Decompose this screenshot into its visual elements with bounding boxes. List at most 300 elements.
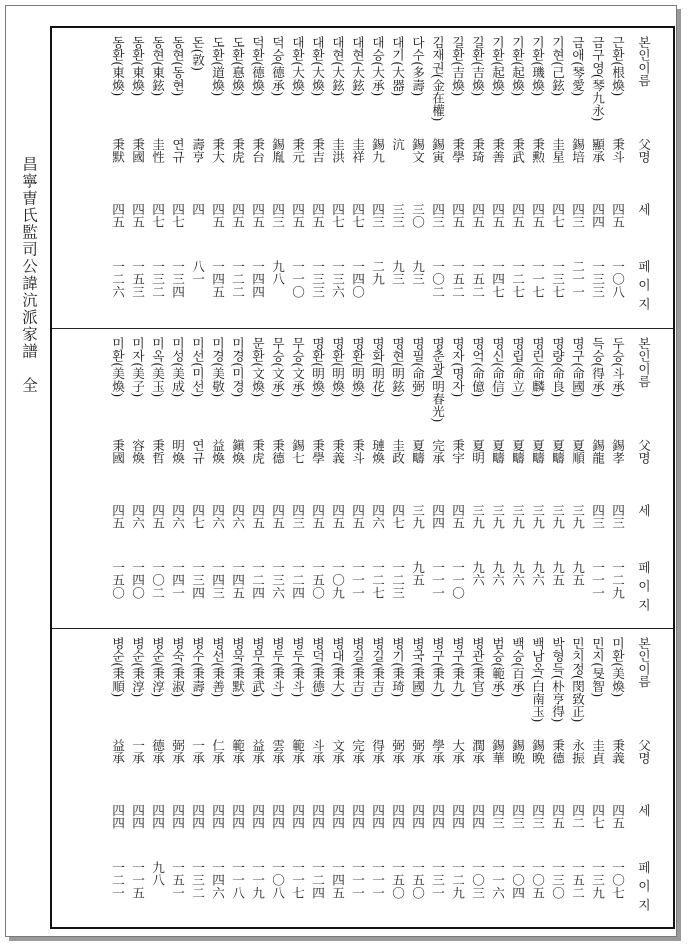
list-item bbox=[207, 629, 227, 928]
father-name: 연규 bbox=[170, 138, 185, 164]
header-page-label: 페이지 bbox=[636, 260, 651, 316]
generation-number: 四五 bbox=[110, 203, 125, 229]
list-item bbox=[467, 629, 487, 928]
generation-number: 四四 bbox=[150, 804, 165, 830]
father-name: 秉義 bbox=[330, 439, 345, 465]
father-name: 潤承 bbox=[470, 739, 485, 765]
generation-number: 四四 bbox=[270, 804, 285, 830]
father-name: 秉元 bbox=[290, 138, 305, 164]
list-item bbox=[407, 629, 427, 928]
generation-number: 四五 bbox=[610, 804, 625, 830]
list-item bbox=[107, 329, 127, 629]
person-name: 기환(起煥) bbox=[510, 36, 525, 97]
page-number: 一〇二 bbox=[430, 260, 445, 298]
list-item bbox=[547, 629, 567, 928]
list-item bbox=[407, 28, 427, 328]
page-number: 一三七 bbox=[550, 260, 565, 298]
generation-number: 四三 bbox=[490, 804, 505, 830]
generation-number: 四五 bbox=[250, 504, 265, 530]
generation-number: 四三 bbox=[570, 203, 585, 229]
list-item bbox=[167, 329, 187, 629]
father-name: 圭政 bbox=[390, 439, 405, 465]
person-name: 명억(命億) bbox=[470, 337, 485, 398]
father-name: 秉默 bbox=[110, 138, 125, 164]
generation-number: 四三 bbox=[610, 504, 625, 530]
page-number: 一一一 bbox=[350, 861, 365, 899]
list-item bbox=[447, 629, 467, 928]
generation-number: 四三 bbox=[530, 804, 545, 830]
header-father-label: 父명 bbox=[636, 138, 651, 164]
page-number: 一一九 bbox=[250, 861, 265, 899]
father-name: 秉義 bbox=[610, 739, 625, 765]
father-name: 錫九 bbox=[370, 138, 385, 164]
page-number: 一〇四 bbox=[510, 861, 525, 899]
generation-number: 四五 bbox=[290, 203, 305, 229]
father-name: 壽亨 bbox=[190, 138, 205, 164]
page-number: 一四一 bbox=[170, 561, 185, 599]
person-name: 범승(範承) bbox=[490, 637, 505, 698]
page-number: 一〇七 bbox=[610, 861, 625, 899]
list-item bbox=[147, 329, 167, 629]
page-number: 一二三 bbox=[390, 561, 405, 599]
list-item bbox=[127, 329, 147, 629]
page-number: 一二四 bbox=[290, 561, 305, 599]
father-name: 顯承 bbox=[590, 138, 605, 164]
list-item bbox=[187, 329, 207, 629]
header-generation-label: 세 bbox=[636, 804, 651, 823]
person-name: 길환(吉煥) bbox=[450, 36, 465, 97]
generation-number: 四四 bbox=[350, 804, 365, 830]
header-column bbox=[633, 28, 653, 328]
list-item bbox=[327, 28, 347, 328]
list-item bbox=[407, 329, 427, 629]
person-name: 민치정(閔致正) bbox=[570, 637, 585, 723]
list-item bbox=[307, 28, 327, 328]
generation-number: 四五 bbox=[330, 504, 345, 530]
father-name: 秉宇 bbox=[450, 439, 465, 465]
generation-number: 四四 bbox=[410, 804, 425, 830]
person-name: 도환(惪煥) bbox=[230, 36, 245, 97]
father-name: 秉斗 bbox=[350, 439, 365, 465]
page-number: 一二四 bbox=[310, 861, 325, 899]
list-item bbox=[127, 629, 147, 928]
page-number: 一四三 bbox=[210, 561, 225, 599]
generation-number: 四四 bbox=[230, 804, 245, 830]
page-number: 一三六 bbox=[330, 260, 345, 298]
page-number: 一五〇 bbox=[390, 861, 405, 899]
person-name: 명환(明煥) bbox=[310, 337, 325, 398]
list-item bbox=[587, 28, 607, 328]
father-name: 錫七 bbox=[290, 439, 305, 465]
generation-number: 四四 bbox=[370, 804, 385, 830]
person-name: 병무(秉武) bbox=[250, 637, 265, 698]
person-name: 병기(秉琦) bbox=[390, 637, 405, 698]
generation-number: 四五 bbox=[510, 203, 525, 229]
list-item bbox=[327, 329, 347, 629]
person-name: 미경(미경) bbox=[230, 337, 245, 398]
generation-number: 四五 bbox=[230, 203, 245, 229]
page-number: 一四六 bbox=[210, 861, 225, 899]
page-number: 一一一 bbox=[430, 561, 445, 599]
generation-number: 四四 bbox=[110, 804, 125, 830]
father-name: 秉善 bbox=[490, 138, 505, 164]
list-item bbox=[527, 329, 547, 629]
person-name: 명신(命信) bbox=[490, 337, 505, 398]
page-number: 一五二 bbox=[570, 861, 585, 899]
list-item bbox=[107, 629, 127, 928]
father-name: 益承 bbox=[110, 739, 125, 765]
father-name: 完承 bbox=[430, 439, 445, 465]
generation-number: 四五 bbox=[210, 203, 225, 229]
page-number: 一一〇 bbox=[290, 260, 305, 298]
generation-number: 四五 bbox=[270, 504, 285, 530]
person-name: 병길(秉吉) bbox=[370, 637, 385, 698]
generation-number: 四六 bbox=[170, 504, 185, 530]
person-name: 대승(大承) bbox=[370, 36, 385, 97]
generation-number: 四四 bbox=[290, 804, 305, 830]
father-name: 錫龍 bbox=[590, 439, 605, 465]
person-name: 동현(동현) bbox=[170, 36, 185, 97]
list-item bbox=[467, 28, 487, 328]
person-name: 김재권(金在權) bbox=[430, 36, 445, 122]
generation-number: 四三 bbox=[290, 504, 305, 530]
person-name: 다수(多壽) bbox=[410, 36, 425, 97]
page-number: 一三一 bbox=[430, 861, 445, 899]
page-number: 一五三 bbox=[130, 260, 145, 298]
person-name: 백승(百承) bbox=[510, 637, 525, 698]
person-name: 기환(起煥) bbox=[490, 36, 505, 97]
header-name-label: 본인이름 bbox=[636, 36, 651, 87]
father-name: 秉學 bbox=[450, 138, 465, 164]
father-name: 沆 bbox=[390, 138, 405, 151]
father-name: 弼承 bbox=[410, 739, 425, 765]
person-name: 두승(斗承) bbox=[610, 337, 625, 398]
father-name: 學承 bbox=[430, 739, 445, 765]
father-name: 容煥 bbox=[130, 439, 145, 465]
generation-number: 四六 bbox=[370, 504, 385, 530]
person-name: 미옥(美玉) bbox=[150, 337, 165, 398]
person-name: 덕환(德煥) bbox=[250, 36, 265, 97]
page-number: 一五二 bbox=[470, 260, 485, 298]
list-item bbox=[507, 28, 527, 328]
page-number: 一一一 bbox=[370, 861, 385, 899]
generation-number: 四 bbox=[190, 203, 205, 216]
generation-number: 四三 bbox=[510, 804, 525, 830]
person-name: 문환(文煥) bbox=[250, 337, 265, 398]
generation-number: 四七 bbox=[150, 203, 165, 229]
page-number: 一〇三 bbox=[470, 861, 485, 899]
header-name-label: 본인이름 bbox=[636, 637, 651, 688]
list-item bbox=[367, 329, 387, 629]
father-name: 錫華 bbox=[490, 739, 505, 765]
father-name: 圭貞 bbox=[590, 739, 605, 765]
person-name: 금구영(琴九永) bbox=[590, 36, 605, 122]
index-section bbox=[52, 328, 673, 629]
list-item bbox=[327, 629, 347, 928]
page-number: 一五〇 bbox=[410, 861, 425, 899]
page-number: 一三四 bbox=[170, 260, 185, 298]
list-item bbox=[567, 629, 587, 928]
person-name: 동환(東煥) bbox=[110, 36, 125, 97]
page-number: 九六 bbox=[490, 561, 505, 587]
page-number: 一三三 bbox=[310, 260, 325, 298]
list-item bbox=[607, 329, 627, 629]
page-number: 一二二 bbox=[230, 260, 245, 298]
father-name: 秉台 bbox=[250, 138, 265, 164]
person-name: 미선(미선) bbox=[190, 337, 205, 398]
page-number: 一一一 bbox=[350, 561, 365, 599]
list-item bbox=[587, 329, 607, 629]
page-number: 九五 bbox=[570, 561, 585, 587]
page-number: 一一七 bbox=[530, 260, 545, 298]
generation-number: 四七 bbox=[350, 203, 365, 229]
father-name: 錫胤 bbox=[270, 138, 285, 164]
list-item bbox=[427, 329, 447, 629]
father-name: 夏順 bbox=[570, 439, 585, 465]
generation-number: 四五 bbox=[450, 504, 465, 530]
header-page-label: 페이지 bbox=[636, 861, 651, 917]
list-item bbox=[147, 629, 167, 928]
person-name: 명린(命麟) bbox=[530, 337, 545, 398]
list-item bbox=[447, 28, 467, 328]
person-name: 돈(敦) bbox=[190, 36, 205, 72]
generation-number: 四三 bbox=[430, 203, 445, 229]
page-number: 一五〇 bbox=[110, 561, 125, 599]
person-name: 동환(東煥) bbox=[130, 36, 145, 97]
list-item bbox=[207, 329, 227, 629]
person-name: 병두(秉斗) bbox=[270, 637, 285, 698]
father-name: 秉德 bbox=[270, 439, 285, 465]
page-number: 一一七 bbox=[290, 861, 305, 899]
generation-number: 四五 bbox=[110, 504, 125, 530]
header-father-label: 父명 bbox=[636, 439, 651, 465]
father-name: 雲承 bbox=[270, 739, 285, 765]
page-number: 九五 bbox=[550, 561, 565, 587]
person-name: 명춘광(明春光) bbox=[430, 337, 445, 423]
page-number: 一〇八 bbox=[610, 260, 625, 298]
page-number: 一一八 bbox=[230, 861, 245, 899]
father-name: 秉勲 bbox=[530, 138, 545, 164]
person-name: 무승(文承) bbox=[290, 337, 305, 398]
father-name: 斗承 bbox=[310, 739, 325, 765]
person-name: 대환(大煥) bbox=[290, 36, 305, 97]
page-number: 九三 bbox=[390, 260, 405, 286]
person-name: 동현(東鉉) bbox=[150, 36, 165, 97]
father-name: 錫晩 bbox=[530, 739, 545, 765]
generation-number: 四四 bbox=[170, 804, 185, 830]
page-number: 一四〇 bbox=[350, 260, 365, 298]
page-number: 九五 bbox=[410, 561, 425, 587]
page-number: 九六 bbox=[470, 561, 485, 587]
person-name: 명자(명자) bbox=[450, 337, 465, 398]
list-item bbox=[167, 629, 187, 928]
person-name: 덕승(德承) bbox=[270, 36, 285, 97]
father-name: 大承 bbox=[450, 739, 465, 765]
generation-number: 四三 bbox=[590, 504, 605, 530]
father-name: 夏疇 bbox=[510, 439, 525, 465]
list-item bbox=[267, 629, 287, 928]
person-name: 병국(秉國) bbox=[410, 637, 425, 698]
person-name: 민지(旻智) bbox=[590, 637, 605, 698]
person-name: 명환(明煥) bbox=[350, 337, 365, 398]
person-name: 도환(道煥) bbox=[210, 36, 225, 97]
person-name: 대환(大煥) bbox=[310, 36, 325, 97]
page-frame bbox=[5, 5, 677, 937]
list-item bbox=[607, 28, 627, 328]
page-number: 一三〇 bbox=[550, 861, 565, 899]
father-name: 錫文 bbox=[410, 138, 425, 164]
list-item bbox=[487, 329, 507, 629]
person-name: 미경(美敬) bbox=[210, 337, 225, 398]
list-item bbox=[567, 28, 587, 328]
list-item bbox=[587, 629, 607, 928]
person-name: 미환(美煥) bbox=[110, 337, 125, 398]
list-item bbox=[107, 28, 127, 328]
list-item bbox=[167, 28, 187, 328]
generation-number: 四四 bbox=[310, 804, 325, 830]
father-name: 夏疇 bbox=[410, 439, 425, 465]
page-number: 一二九 bbox=[450, 861, 465, 899]
index-section bbox=[52, 628, 673, 928]
generation-number: 四五 bbox=[130, 203, 145, 229]
generation-number: 四五 bbox=[550, 804, 565, 830]
list-item bbox=[527, 629, 547, 928]
generation-number: 四二 bbox=[570, 804, 585, 830]
father-name: 一承 bbox=[190, 739, 205, 765]
generation-number: 四四 bbox=[210, 804, 225, 830]
page-number: 一〇八 bbox=[270, 861, 285, 899]
father-name: 完承 bbox=[350, 739, 365, 765]
generation-number: 四四 bbox=[470, 804, 485, 830]
list-item bbox=[487, 629, 507, 928]
father-name: 秉大 bbox=[210, 138, 225, 164]
person-name: 금애(琴愛) bbox=[570, 36, 585, 97]
person-name: 병덕(秉德) bbox=[310, 637, 325, 698]
list-item bbox=[267, 329, 287, 629]
list-item bbox=[147, 28, 167, 328]
father-name: 弼承 bbox=[390, 739, 405, 765]
father-name: 明煥 bbox=[170, 439, 185, 465]
list-item bbox=[347, 28, 367, 328]
father-name: 秉虎 bbox=[230, 138, 245, 164]
list-item bbox=[187, 28, 207, 328]
page-number: 九六 bbox=[510, 561, 525, 587]
father-name: 秉學 bbox=[310, 439, 325, 465]
generation-number: 四四 bbox=[390, 804, 405, 830]
person-name: 명구(命國) bbox=[570, 337, 585, 398]
father-name: 秉虎 bbox=[250, 439, 265, 465]
person-name: 대현(大鉉) bbox=[350, 36, 365, 97]
generation-number: 三九 bbox=[570, 504, 585, 530]
list-item bbox=[367, 629, 387, 928]
generation-number: 四七 bbox=[190, 504, 205, 530]
page-number: 八一 bbox=[190, 260, 205, 286]
header-generation-label: 세 bbox=[636, 504, 651, 523]
person-name: 명필(命弼) bbox=[410, 337, 425, 398]
page-number: 九八 bbox=[270, 260, 285, 286]
generation-number: 四三 bbox=[270, 203, 285, 229]
father-name: 弼承 bbox=[170, 739, 185, 765]
list-item bbox=[227, 329, 247, 629]
list-item bbox=[547, 28, 567, 328]
list-item bbox=[507, 629, 527, 928]
page-number: 九八 bbox=[150, 861, 165, 887]
father-name: 錫孝 bbox=[610, 439, 625, 465]
index-table bbox=[50, 26, 675, 929]
header-column bbox=[633, 629, 653, 928]
generation-number: 四五 bbox=[490, 203, 505, 229]
person-name: 미성(美成) bbox=[170, 337, 185, 398]
generation-number: 四七 bbox=[550, 203, 565, 229]
generation-number: 三三 bbox=[390, 203, 405, 229]
generation-number: 四七 bbox=[590, 804, 605, 830]
father-name: 文承 bbox=[330, 739, 345, 765]
list-item bbox=[307, 629, 327, 928]
generation-number: 四三 bbox=[370, 203, 385, 229]
father-name: 秉哲 bbox=[150, 439, 165, 465]
person-name: 대기(大器) bbox=[390, 36, 405, 97]
generation-number: 四七 bbox=[330, 203, 345, 229]
header-name-label: 본인이름 bbox=[636, 337, 651, 388]
page-number: 一三四 bbox=[190, 561, 205, 599]
father-name: 得承 bbox=[370, 739, 385, 765]
list-item bbox=[267, 28, 287, 328]
generation-number: 四七 bbox=[390, 504, 405, 530]
person-name: 병숙(秉淑) bbox=[170, 637, 185, 698]
person-name: 병수(秉壽) bbox=[190, 637, 205, 698]
father-name: 範承 bbox=[230, 739, 245, 765]
generation-number: 四五 bbox=[310, 504, 325, 530]
father-name: 秉琦 bbox=[470, 138, 485, 164]
list-item bbox=[227, 28, 247, 328]
list-item bbox=[427, 629, 447, 928]
generation-number: 四六 bbox=[230, 504, 245, 530]
father-name: 秉吉 bbox=[310, 138, 325, 164]
list-item bbox=[507, 329, 527, 629]
generation-number: 四四 bbox=[430, 504, 445, 530]
page-number: 一二六 bbox=[110, 260, 125, 298]
list-item bbox=[247, 629, 267, 928]
person-name: 병두(秉斗) bbox=[290, 637, 305, 698]
page-number: 一三二 bbox=[150, 260, 165, 298]
page-number: 一三二 bbox=[190, 861, 205, 899]
father-name: 範承 bbox=[290, 739, 305, 765]
father-name: 圭祥 bbox=[350, 138, 365, 164]
page-number: 二九 bbox=[370, 260, 385, 286]
person-name: 병선(秉善) bbox=[210, 637, 225, 698]
father-name: 鎭煥 bbox=[230, 439, 245, 465]
person-name: 명립(命立) bbox=[510, 337, 525, 398]
generation-number: 三九 bbox=[490, 504, 505, 530]
list-item bbox=[247, 329, 267, 629]
page-number: 九三 bbox=[410, 260, 425, 286]
father-name: 연규 bbox=[190, 439, 205, 465]
person-name: 병구(秉九) bbox=[430, 637, 445, 698]
person-name: 명현(明鉉) bbox=[390, 337, 405, 398]
generation-number: 四四 bbox=[430, 804, 445, 830]
person-name: 백남옥(白南玉) bbox=[530, 637, 545, 723]
page-number: 一〇九 bbox=[330, 561, 345, 599]
generation-number: 三九 bbox=[530, 504, 545, 530]
person-name: 길환(吉煥) bbox=[470, 36, 485, 97]
generation-number: 四五 bbox=[250, 203, 265, 229]
person-name: 병순(秉順) bbox=[110, 637, 125, 698]
page-number: 一三三 bbox=[590, 260, 605, 298]
page-number: 一四四 bbox=[250, 260, 265, 298]
page-number: 一五二 bbox=[450, 260, 465, 298]
page-number: 九六 bbox=[530, 561, 545, 587]
generation-number: 四五 bbox=[310, 203, 325, 229]
